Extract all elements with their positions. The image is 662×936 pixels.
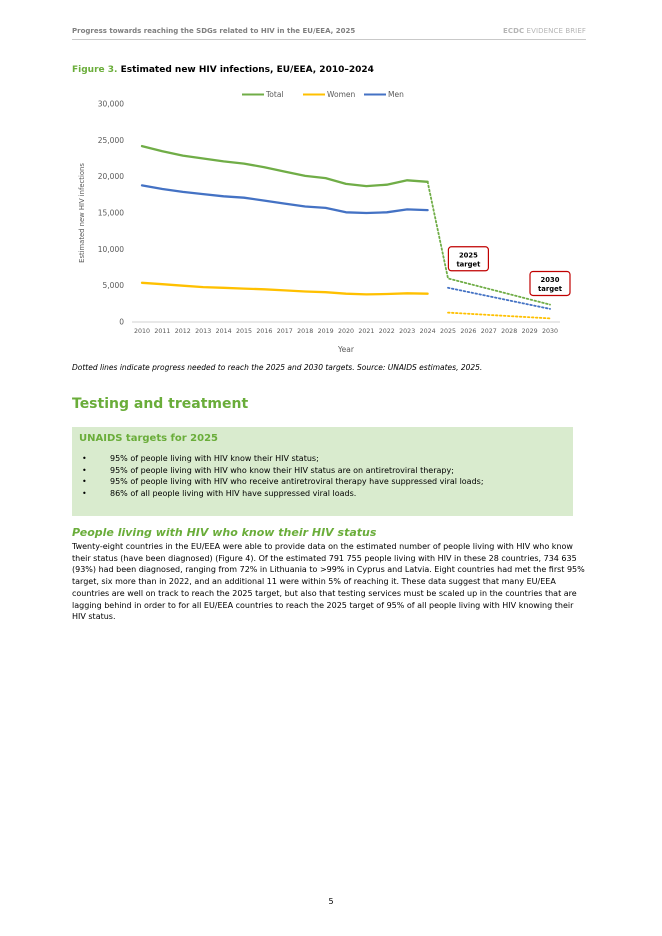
x-tick-label: 2011: [154, 328, 171, 335]
x-tick-label: 2030: [541, 328, 559, 335]
x-tick-label: 2019: [317, 328, 334, 335]
figure-caption: Dotted lines indicate progress needed to reach the 2025 and 2030 targets. Source: UNAIDS estimates, 2025.: [72, 363, 483, 372]
legend-label-women: Women: [327, 90, 356, 99]
target-annotation-label: target: [538, 284, 562, 293]
x-tick-label: 2013: [195, 328, 212, 335]
figure-title-text: Estimated new HIV infections, EU/EEA, 2010–2024: [117, 65, 374, 75]
y-tick-label: 10,000: [97, 244, 124, 254]
x-tick-label: 2010: [133, 328, 151, 335]
y-axis-label: Estimated new HIV infections: [78, 163, 86, 263]
target-annotation-year: 2030: [540, 275, 560, 284]
series-line-women: [142, 283, 428, 295]
y-tick-label: 30,000: [97, 99, 124, 109]
header-brand-rest: EVIDENCE BRIEF: [524, 27, 586, 35]
legend-label-men: Men: [388, 90, 404, 99]
target-item: • 86% of all people living with HIV have suppressed viral loads.: [72, 489, 484, 501]
figure-title: [72, 65, 374, 75]
legend-label-total: Total: [266, 90, 284, 99]
x-tick-label: 2023: [399, 328, 416, 335]
page-number: 5: [328, 897, 334, 906]
targets-box-title: UNAIDS targets for 2025: [79, 433, 219, 444]
x-tick-label: 2028: [501, 328, 518, 335]
y-tick-label: 15,000: [97, 208, 124, 218]
series-line-total: [142, 146, 428, 186]
x-tick-label: 2026: [460, 328, 477, 335]
x-tick-label: 2029: [521, 328, 538, 335]
target-annotation-label: target: [456, 260, 481, 269]
x-tick-label: 2021: [358, 328, 375, 335]
x-tick-label: 2016: [256, 328, 273, 335]
header-title: Progress towards reaching the SDGs related to HIV in the EU/EEA, 2025: [72, 27, 356, 35]
section-heading: Testing and treatment: [72, 396, 249, 412]
y-tick-label: 0: [119, 317, 124, 327]
targets-list: [72, 454, 484, 500]
x-tick-label: 2024: [419, 328, 436, 335]
y-tick-label: 25,000: [97, 135, 124, 145]
x-tick-label: 2014: [215, 328, 232, 335]
target-item: • 95% of people living with HIV who know their HIV status are on antiretroviral therapy;: [72, 466, 484, 478]
body-paragraph: Twenty-eight countries in the EU/EEA were able to provide data on the estimated number of people living with HIV who know their status (have been diagnosed) (Figure 4). Of the estimated 791 755 people living with HIV in these 28 countries, 734 635 (93%) had been diagnosed, ranging from 72% in Lithuania to >99% in Cyprus and Latvia. Eight countries had met the first 95% target, six more than in 2022, and an additional 11 were within 5% of reaching it. These data suggest that many EU/EEA countries are well on track to reach the 2025 target, but also that testing services must be scaled up in the countries that are lagging behind in order to for all EU/EEA countries to reach the 2025 target of 95% of all people living with HIV knowing their HIV status.: [72, 542, 585, 622]
header-brand: [503, 27, 586, 35]
x-tick-label: 2020: [337, 328, 355, 335]
x-axis-label: Year: [338, 345, 354, 354]
targets-box: [72, 427, 573, 516]
x-tick-label: 2025: [439, 328, 457, 335]
header-brand-bold: ECDC: [502, 27, 525, 35]
x-tick-label: 2017: [276, 328, 293, 335]
target-item: • 95% of people living with HIV who receive antiretroviral therapy have suppressed viral loads;: [72, 477, 484, 489]
x-tick-label: 2012: [174, 328, 191, 335]
x-tick-label: 2022: [378, 328, 395, 335]
x-tick-label: 2018: [297, 328, 314, 335]
target-item: • 95% of people living with HIV know their HIV status;: [72, 454, 484, 466]
subsection-heading: People living with HIV who know their HIV status: [72, 526, 377, 539]
chart-svg: [72, 85, 586, 360]
target-annotation-year: 2025: [458, 251, 478, 260]
projection-line-women: [448, 313, 550, 319]
running-header: [72, 27, 586, 40]
y-tick-label: 20,000: [97, 172, 124, 182]
x-tick-label: 2015: [235, 328, 253, 335]
y-tick-label: 5,000: [102, 281, 124, 291]
new-infections-chart: [72, 85, 586, 360]
x-tick-label: 2027: [480, 328, 497, 335]
figure-number: Figure 3.: [72, 65, 118, 75]
series-line-men: [142, 185, 428, 213]
